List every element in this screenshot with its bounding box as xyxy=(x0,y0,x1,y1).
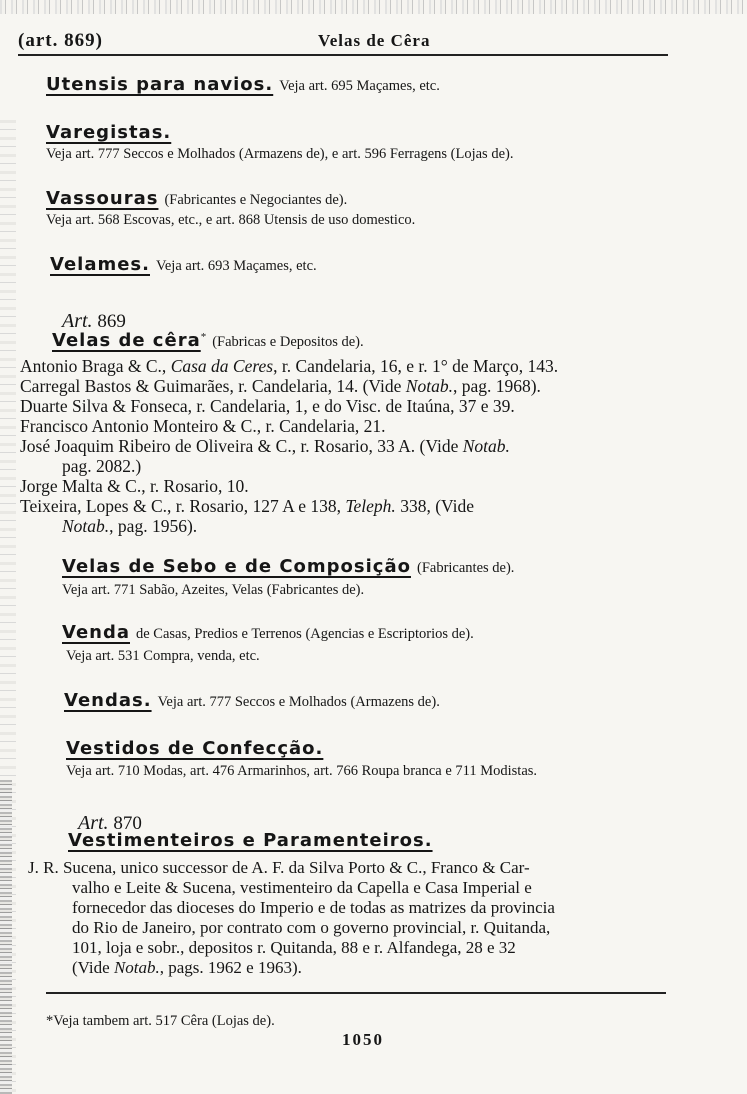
entry-vestimenteiros xyxy=(68,830,433,851)
list-item: José Joaquim Ribeiro de Oliveira & C., r. Rosario, 33 A. (Vide Notab. xyxy=(20,436,510,456)
list-item: Teixeira, Lopes & C., r. Rosario, 127 A e 138, Teleph. 338, (Vide xyxy=(20,496,474,516)
vendor-paragraph-870 xyxy=(28,858,668,978)
footnote-rule xyxy=(46,992,666,994)
list-item-continuation: pag. 2082.) xyxy=(62,456,142,476)
entry-heading: Vendas. xyxy=(64,690,152,711)
list-item: Carregal Bastos & Guimarães, r. Candelaria, 14. (Vide Notab., pag. 1968). xyxy=(20,376,541,396)
entry-varegistas xyxy=(46,122,171,143)
para-line: (Vide Notab., pags. 1962 e 1963). xyxy=(72,958,302,977)
footnote: *Veja tambem art. 517 Cêra (Lojas de). xyxy=(46,1013,275,1029)
entry-venda-ref: Veja art. 531 Compra, venda, etc. xyxy=(66,648,260,664)
list-item: Duarte Silva & Fonseca, r. Candelaria, 1, e do Visc. de Itaúna, 37 e 39. xyxy=(20,396,515,416)
entry-ref: (Fabricantes e Negociantes de). xyxy=(164,192,348,208)
entry-heading: Vestidos de Confecção. xyxy=(66,738,324,759)
entry-heading: Venda xyxy=(62,622,130,643)
entry-ref: (Fabricas e Depositos de). xyxy=(212,334,364,350)
header-title: Velas de Cêra xyxy=(318,31,431,50)
running-header xyxy=(18,30,668,54)
scan-edge-left-bottom xyxy=(0,780,12,1094)
entry-velas-de-cera xyxy=(52,330,364,351)
entry-heading: Utensis para navios. xyxy=(46,74,274,95)
page-number: 1050 xyxy=(342,1030,384,1049)
entry-vassouras-ref: Veja art. 568 Escovas, etc., e art. 868 Utensis de uso domestico. xyxy=(46,212,416,228)
entry-velas-de-sebo xyxy=(62,556,514,577)
para-line: fornecedor das dioceses do Imperio e de todas as matrizes da provincia xyxy=(72,898,555,917)
entry-vestidos-ref: Veja art. 710 Modas, art. 476 Armarinhos, art. 766 Roupa branca e 711 Modistas. xyxy=(66,763,538,779)
entry-heading: Velames. xyxy=(50,254,150,275)
list-item-continuation: Notab., pag. 1956). xyxy=(62,516,198,536)
entry-velas-de-sebo-ref: Veja art. 771 Sabão, Azeites, Velas (Fabricantes de). xyxy=(62,582,365,598)
entry-heading: Vassouras xyxy=(46,188,159,209)
entry-ref: de Casas, Predios e Terrenos (Agencias e Escriptorios de). xyxy=(136,626,474,642)
entry-ref: Veja art. 695 Maçames, etc. xyxy=(279,78,440,94)
scan-edge-top xyxy=(0,0,747,14)
article-prefix: Art. xyxy=(78,812,109,834)
entry-vestidos xyxy=(66,738,323,759)
list-item: Antonio Braga & C., Casa da Ceres, r. Candelaria, 16, e r. 1° de Março, 143. xyxy=(20,356,559,376)
footnote-marker: * xyxy=(200,331,207,343)
header-article: (art. 869) xyxy=(18,30,103,51)
article-number: 869 xyxy=(97,311,126,332)
para-line: 101, loja e sobr., depositos r. Quitanda, 88 e r. Alfandega, 28 e 32 xyxy=(72,938,516,957)
entry-heading: Velas de Sebo e de Composição xyxy=(62,556,411,577)
entry-vassouras xyxy=(46,188,347,209)
para-line: valho e Leite & Sucena, vestimenteiro da Capella e Casa Imperial e xyxy=(72,878,532,897)
entry-ref: Veja art. 693 Maçames, etc. xyxy=(156,258,317,274)
header-rule xyxy=(18,54,668,56)
entry-heading: Velas de cêra xyxy=(52,330,201,351)
entry-heading: Vestimenteiros e Paramenteiros. xyxy=(68,830,433,851)
entry-vendas xyxy=(64,690,440,711)
list-item: Jorge Malta & C., r. Rosario, 10. xyxy=(20,476,249,496)
entry-heading: Varegistas. xyxy=(46,122,172,143)
list-item: Francisco Antonio Monteiro & C., r. Candelaria, 21. xyxy=(20,416,386,436)
para-line: J. R. Sucena, unico successor de A. F. da Silva Porto & C., Franco & Car- xyxy=(28,858,530,877)
entry-varegistas-ref: Veja art. 777 Seccos e Molhados (Armazens de), e art. 596 Ferragens (Lojas de). xyxy=(46,146,514,162)
entry-venda xyxy=(62,622,474,643)
vendor-list-869 xyxy=(20,356,670,536)
para-line: do Rio de Janeiro, por contrato com o governo provincial, r. Quitanda, xyxy=(72,918,551,937)
entry-utensis xyxy=(46,74,440,95)
entry-ref: Veja art. 777 Seccos e Molhados (Armazens de). xyxy=(157,694,440,710)
entry-velames xyxy=(50,254,317,275)
article-number: 870 xyxy=(113,813,142,834)
article-prefix: Art. xyxy=(62,310,93,332)
entry-ref: (Fabricantes de). xyxy=(416,560,515,576)
